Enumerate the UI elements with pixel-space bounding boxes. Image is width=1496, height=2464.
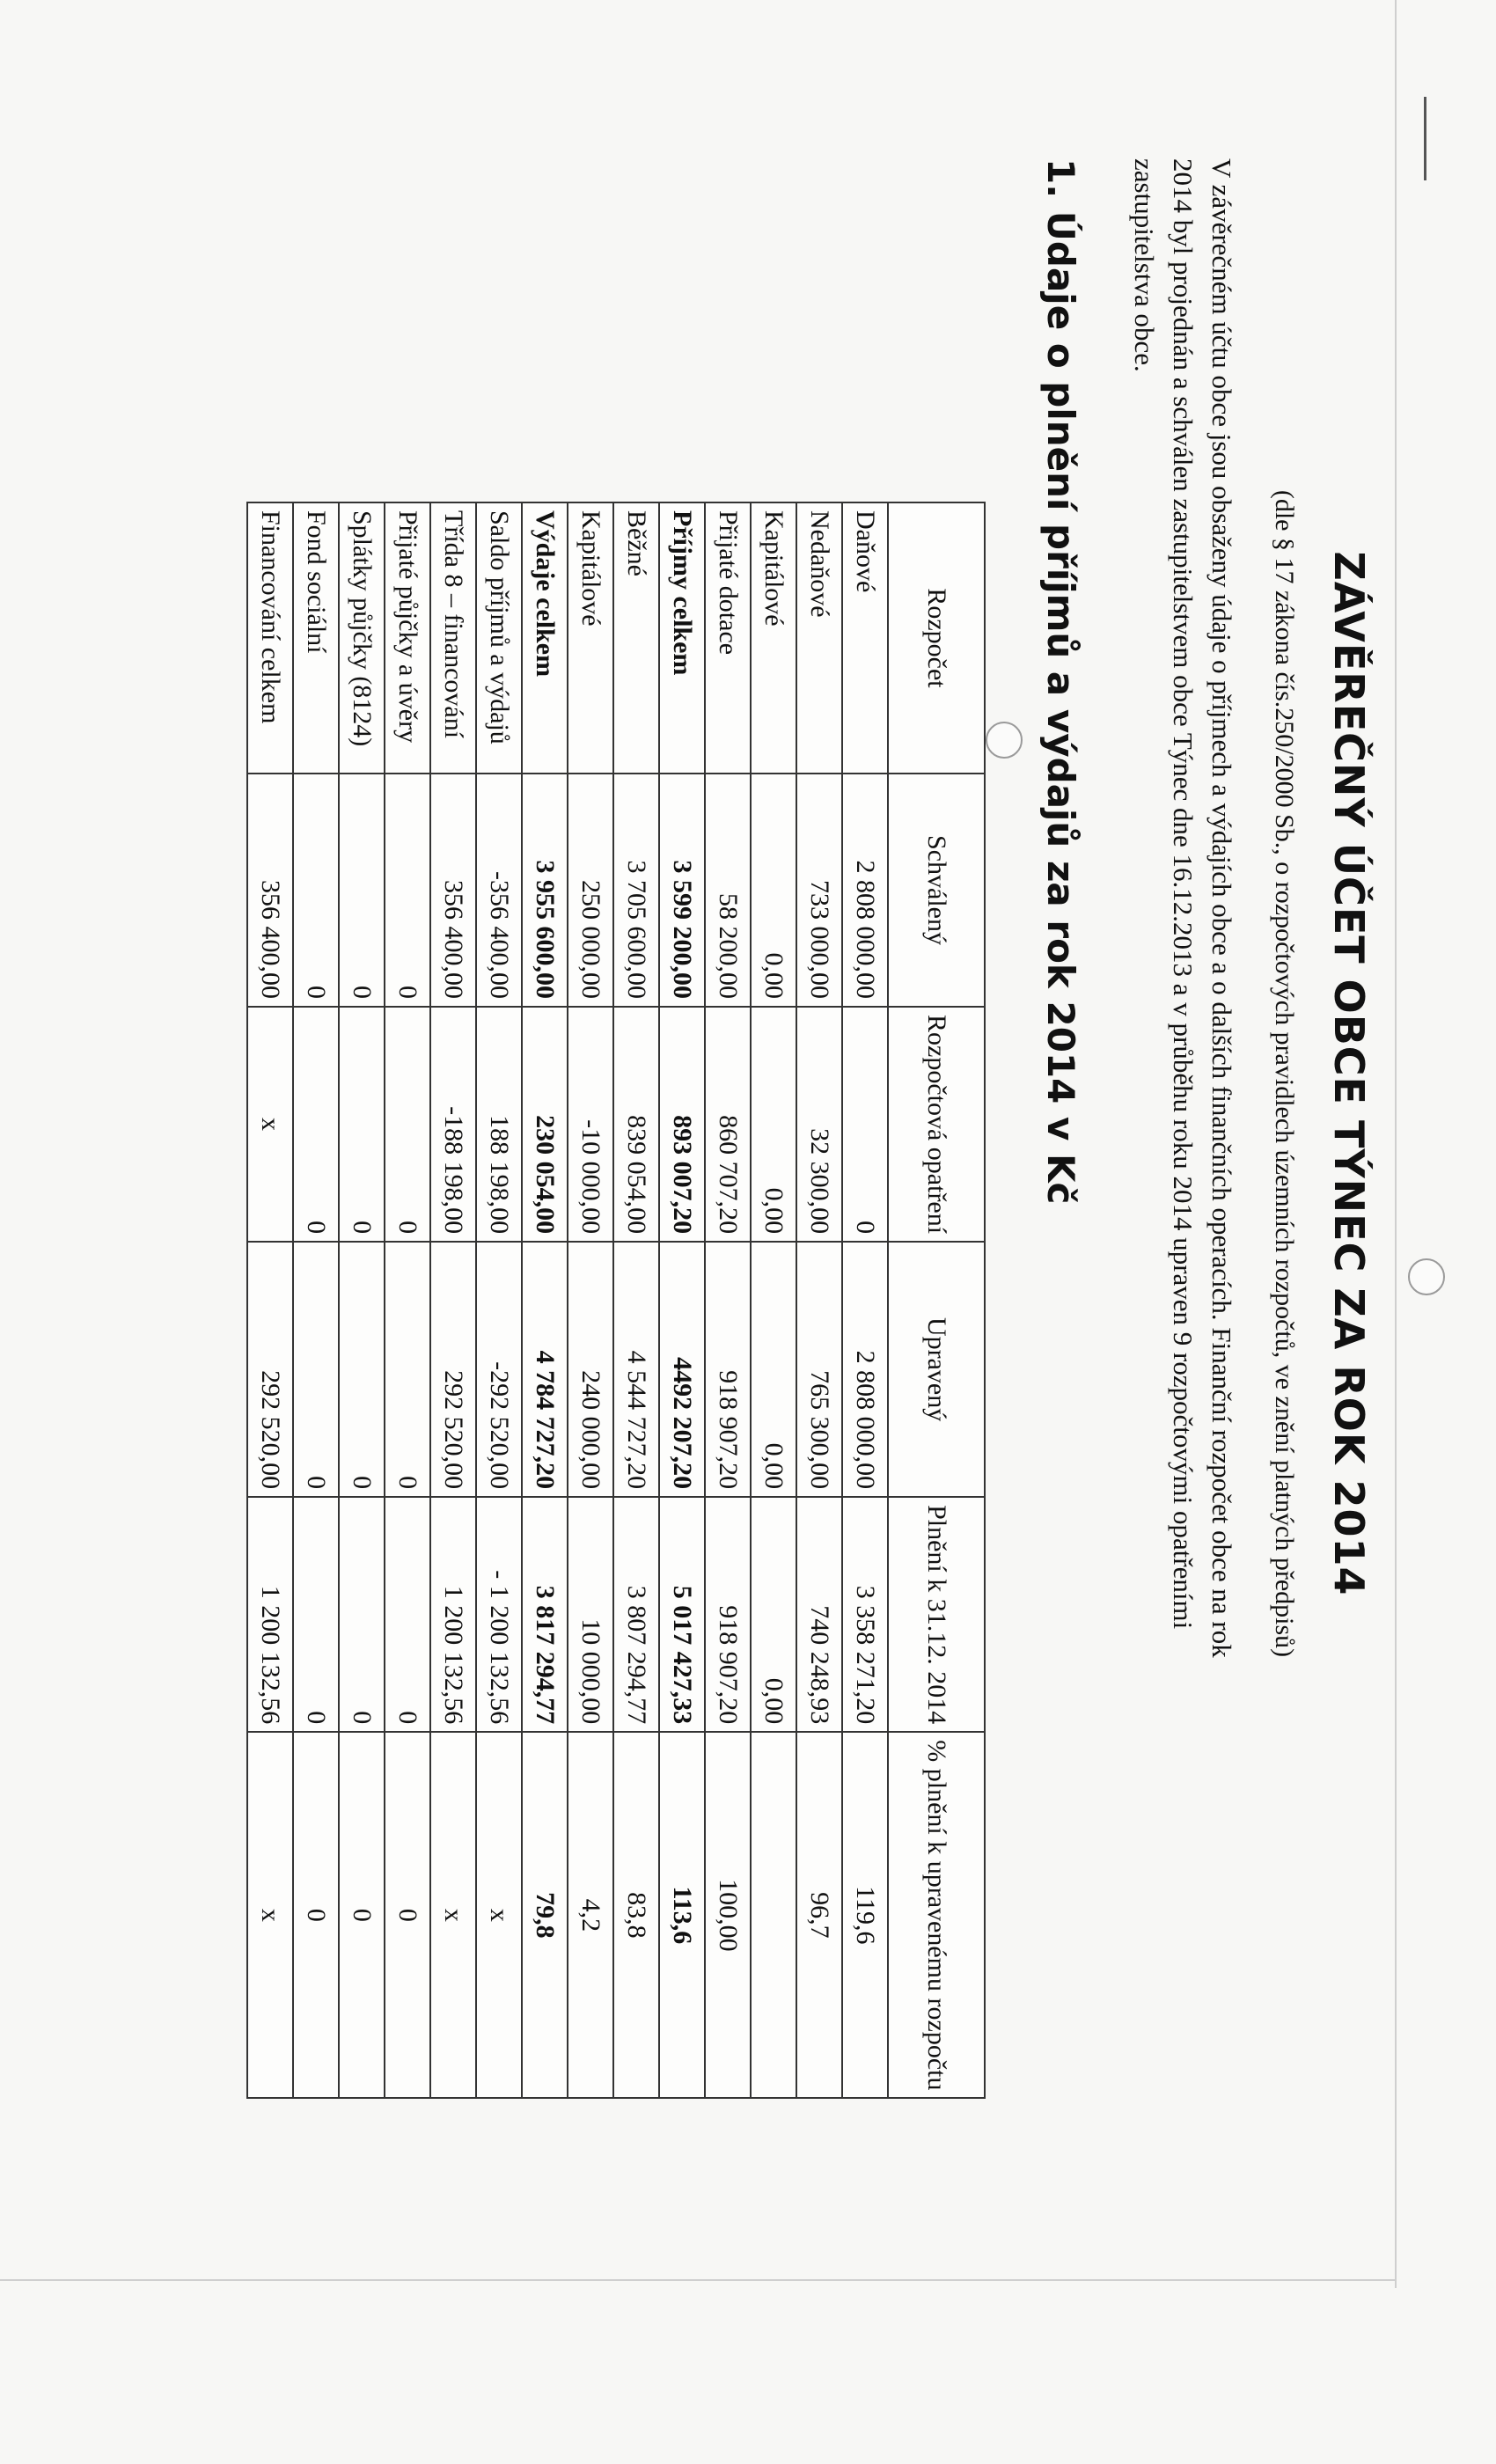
table-row: [751, 502, 796, 2098]
row-label: Saldo příjmů a výdajů: [476, 502, 522, 774]
percent-cell: 96,7: [796, 1732, 842, 2098]
fulfilment-cell: 740 248,93: [796, 1497, 842, 1732]
adjusted-cell: 240 000,00: [568, 1242, 613, 1497]
adjusted-cell: 0,00: [751, 1242, 796, 1497]
measures-cell: -10 000,00: [568, 1007, 613, 1242]
column-header: % plnění k upravenému rozpočtu: [888, 1732, 985, 2098]
row-label: Třída 8 – financování: [430, 502, 476, 774]
approved-cell: 0: [293, 774, 339, 1007]
measures-cell: 0: [339, 1007, 385, 1242]
percent-cell: 83,8: [613, 1732, 659, 2098]
approved-cell: 3 955 600,00: [522, 774, 568, 1007]
percent-cell: 100,00: [705, 1732, 751, 2098]
column-header: Plnění k 31.12. 2014: [888, 1497, 985, 1732]
fulfilment-cell: 1 200 132,56: [430, 1497, 476, 1732]
row-label: Splátky půjčky (8124): [339, 502, 385, 774]
approved-cell: 356 400,00: [247, 774, 293, 1007]
measures-cell: x: [247, 1007, 293, 1242]
approved-cell: 3 599 200,00: [659, 774, 705, 1007]
approved-cell: 2 808 000,00: [842, 774, 888, 1007]
column-header: Upravený: [888, 1242, 985, 1497]
adjusted-cell: 4492 207,20: [659, 1242, 705, 1497]
section-heading: 1. Údaje o plnění příjmů a výdajů za rok 2014 v Kč: [1039, 158, 1082, 1205]
measures-cell: 0: [842, 1007, 888, 1242]
percent-cell: [751, 1732, 796, 2098]
measures-cell: 0,00: [751, 1007, 796, 1242]
approved-cell: 0,00: [751, 774, 796, 1007]
adjusted-cell: 765 300,00: [796, 1242, 842, 1497]
intro-line: 2014 byl projednán a schválen zastupitelstvem obce Týnec dne 16.12.2013 a v průběhu roku 2014 upraven 9 rozpočtovými opatřeními: [1168, 158, 1199, 1630]
row-label: Daňové: [842, 502, 888, 774]
adjusted-cell: 0: [293, 1242, 339, 1497]
table-row: [568, 502, 613, 2098]
table-row: [659, 502, 705, 2098]
column-header: Rozpočtová opatření: [888, 1007, 985, 1242]
percent-cell: 0: [385, 1732, 430, 2098]
row-label: Kapitálové: [751, 502, 796, 774]
measures-cell: 839 054,00: [613, 1007, 659, 1242]
approved-cell: 250 000,00: [568, 774, 613, 1007]
fulfilment-cell: 0: [385, 1497, 430, 1732]
adjusted-cell: 2 808 000,00: [842, 1242, 888, 1497]
document-subtitle: (dle § 17 zákona čís.250/2000 Sb., o rozpočtových pravidlech územních rozpočtů, ve znění platných předpisů): [1270, 489, 1299, 1658]
table-row: [247, 502, 293, 2098]
percent-cell: x: [430, 1732, 476, 2098]
adjusted-cell: 918 907,20: [705, 1242, 751, 1497]
fulfilment-cell: 3 807 294,77: [613, 1497, 659, 1732]
percent-cell: 0: [293, 1732, 339, 2098]
approved-cell: 733 000,00: [796, 774, 842, 1007]
measures-cell: 0: [293, 1007, 339, 1242]
row-label: Kapitálové: [568, 502, 613, 774]
column-header: Schválený: [888, 774, 985, 1007]
adjusted-cell: 4 544 727,20: [613, 1242, 659, 1497]
fulfilment-cell: 5 017 427,33: [659, 1497, 705, 1732]
document-title: ZÁVĚREČNÝ ÚČET OBCE TÝNEC ZA ROK 2014: [1325, 551, 1373, 1596]
budget-table: [246, 502, 986, 2099]
table-body: [247, 502, 888, 2098]
table-header-row: [888, 502, 985, 2098]
measures-cell: 32 300,00: [796, 1007, 842, 1242]
row-label: Příjmy celkem: [659, 502, 705, 774]
row-label: Přijaté dotace: [705, 502, 751, 774]
adjusted-cell: 4 784 727,20: [522, 1242, 568, 1497]
approved-cell: 356 400,00: [430, 774, 476, 1007]
measures-cell: -188 198,00: [430, 1007, 476, 1242]
intro-line: zastupitelstva obce.: [1129, 158, 1160, 372]
approved-cell: 0: [339, 774, 385, 1007]
staple-mark: [1424, 97, 1426, 180]
measures-cell: 230 054,00: [522, 1007, 568, 1242]
adjusted-cell: -292 520,00: [476, 1242, 522, 1497]
fulfilment-cell: 918 907,20: [705, 1497, 751, 1732]
approved-cell: 58 200,00: [705, 774, 751, 1007]
row-label: Přijaté půjčky a úvěry: [385, 502, 430, 774]
adjusted-cell: 0: [385, 1242, 430, 1497]
table-row: [705, 502, 751, 2098]
row-label: Nedaňové: [796, 502, 842, 774]
fulfilment-cell: 3 817 294,77: [522, 1497, 568, 1732]
intro-line: V závěrečném účtu obce jsou obsaženy údaje o příjmech a výdajích obce a o dalších finančních operacích. Finanční rozpočet obce na rok: [1206, 158, 1237, 1658]
row-label: Výdaje celkem: [522, 502, 568, 774]
row-label: Financování celkem: [247, 502, 293, 774]
measures-cell: 860 707,20: [705, 1007, 751, 1242]
adjusted-cell: 292 520,00: [247, 1242, 293, 1497]
measures-cell: 893 007,20: [659, 1007, 705, 1242]
fulfilment-cell: 0,00: [751, 1497, 796, 1732]
table-row: [339, 502, 385, 2098]
table-row: [522, 502, 568, 2098]
percent-cell: 0: [339, 1732, 385, 2098]
percent-cell: x: [476, 1732, 522, 2098]
punch-hole-bottom: [1408, 1258, 1445, 1295]
table-row: [293, 502, 339, 2098]
percent-cell: 119,6: [842, 1732, 888, 2098]
measures-cell: 188 198,00: [476, 1007, 522, 1242]
fulfilment-cell: 3 358 271,20: [842, 1497, 888, 1732]
fulfilment-cell: - 1 200 132,56: [476, 1497, 522, 1732]
approved-cell: 0: [385, 774, 430, 1007]
adjusted-cell: 292 520,00: [430, 1242, 476, 1497]
paper-edge-line: [1395, 0, 1397, 2288]
fulfilment-cell: 0: [293, 1497, 339, 1732]
fulfilment-cell: 0: [339, 1497, 385, 1732]
table-row: [476, 502, 522, 2098]
table-row: [796, 502, 842, 2098]
percent-cell: x: [247, 1732, 293, 2098]
fulfilment-cell: 10 000,00: [568, 1497, 613, 1732]
approved-cell: 3 705 600,00: [613, 774, 659, 1007]
table-row: [842, 502, 888, 2098]
adjusted-cell: 0: [339, 1242, 385, 1497]
table-row: [385, 502, 430, 2098]
fulfilment-cell: 1 200 132,56: [247, 1497, 293, 1732]
approved-cell: -356 400,00: [476, 774, 522, 1007]
column-header: Rozpočet: [888, 502, 985, 774]
row-label: Běžné: [613, 502, 659, 774]
percent-cell: 79,8: [522, 1732, 568, 2098]
intro-paragraph: [1125, 158, 1241, 2024]
rotated-document-page: [53, 106, 1373, 2394]
percent-cell: 113,6: [659, 1732, 705, 2098]
table-row: [613, 502, 659, 2098]
table-row: [430, 502, 476, 2098]
percent-cell: 4,2: [568, 1732, 613, 2098]
measures-cell: 0: [385, 1007, 430, 1242]
row-label: Fond sociální: [293, 502, 339, 774]
